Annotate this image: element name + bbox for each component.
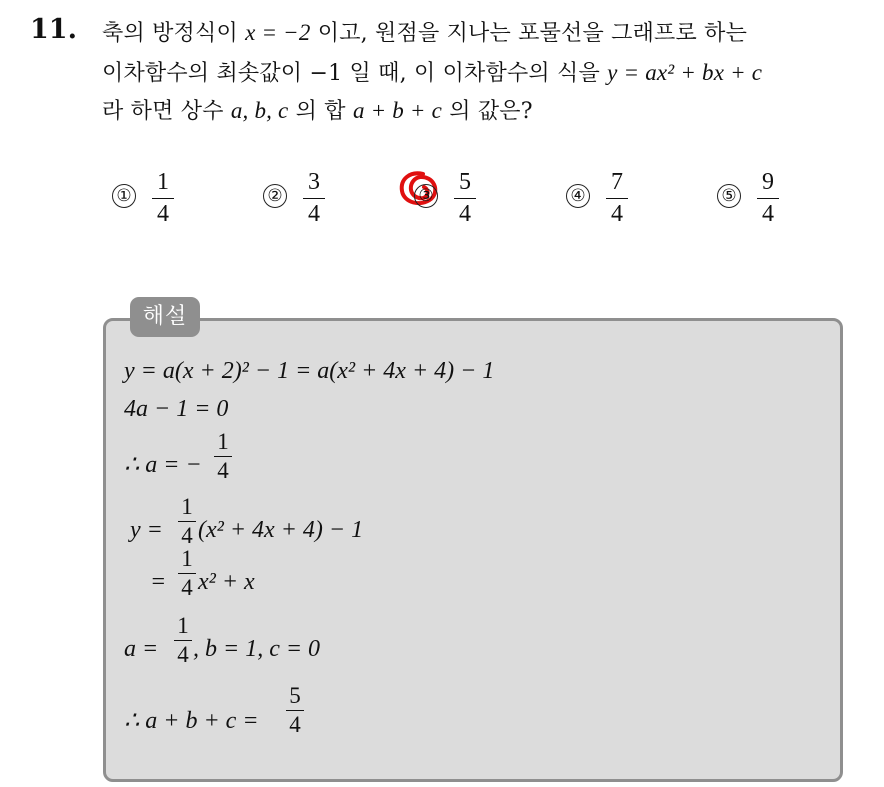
solution-step-2 bbox=[124, 396, 228, 423]
denominator: 4 bbox=[308, 201, 320, 227]
solution-step-5-rest bbox=[198, 569, 255, 596]
question-line-3 bbox=[102, 94, 533, 125]
choice-number: ③ bbox=[414, 184, 438, 208]
question-text: 이고, 원점을 지나는 포물선을 그래프로 하는 bbox=[310, 21, 748, 46]
fraction-bar bbox=[178, 573, 196, 574]
numerator: 1 bbox=[217, 429, 229, 454]
solution-step-7 bbox=[124, 706, 259, 735]
numerator: 3 bbox=[308, 169, 320, 195]
choice-fraction bbox=[606, 168, 628, 228]
question-math: y = ax² + bx + c bbox=[607, 60, 763, 85]
choice-number: ② bbox=[263, 184, 287, 208]
math-expression: y = a(x + 2)² − 1 = a(x² + 4x + 4) − 1 bbox=[124, 358, 495, 384]
fraction-bar bbox=[757, 198, 779, 199]
question-line-2 bbox=[102, 56, 762, 87]
numerator: 5 bbox=[459, 169, 471, 195]
solution-fraction bbox=[214, 430, 232, 483]
fraction-bar bbox=[286, 710, 304, 711]
fraction-bar bbox=[606, 198, 628, 199]
question-math: a, b, c bbox=[230, 98, 289, 123]
solution-step-6 bbox=[124, 636, 158, 663]
math-expression: = bbox=[150, 569, 167, 595]
numerator: 1 bbox=[181, 546, 193, 571]
denominator: 4 bbox=[459, 201, 471, 227]
math-expression: y = bbox=[130, 517, 163, 543]
question-number: 11. bbox=[30, 14, 77, 45]
math-expression: , b = 1, c = 0 bbox=[193, 636, 321, 662]
choice-fraction bbox=[757, 168, 779, 228]
math-expression: ∴ a + b + c = bbox=[124, 708, 259, 734]
solution-step-5 bbox=[150, 569, 166, 596]
denominator: 4 bbox=[289, 712, 301, 737]
numerator: 9 bbox=[762, 169, 774, 195]
denominator: 4 bbox=[762, 201, 774, 227]
denominator: 4 bbox=[611, 201, 623, 227]
question-text: 이차함수의 최솟값이 −1 일 때, 이 이차함수의 식을 bbox=[102, 61, 608, 86]
solution-fraction bbox=[178, 495, 196, 548]
numerator: 1 bbox=[157, 169, 169, 195]
denominator: 4 bbox=[157, 201, 169, 227]
choice-fraction bbox=[303, 168, 325, 228]
math-expression: x² + x bbox=[198, 569, 255, 595]
solution-tag: 해설 bbox=[130, 297, 200, 337]
numerator: 1 bbox=[181, 494, 193, 519]
fraction-bar bbox=[214, 456, 232, 457]
fraction-bar bbox=[303, 198, 325, 199]
math-expression: 4a − 1 = 0 bbox=[124, 396, 229, 422]
fraction-bar bbox=[178, 521, 196, 522]
denominator: 4 bbox=[217, 458, 229, 483]
solution-fraction bbox=[286, 684, 304, 737]
choice-number: ⑤ bbox=[717, 184, 741, 208]
question-text: 라 하면 상수 bbox=[102, 99, 231, 124]
math-expression: (x² + 4x + 4) − 1 bbox=[198, 517, 364, 543]
solution-fraction bbox=[174, 614, 192, 667]
fraction-bar bbox=[152, 198, 174, 199]
solution-step-1 bbox=[124, 358, 494, 385]
question-line-1 bbox=[102, 16, 747, 47]
numerator: 7 bbox=[611, 169, 623, 195]
question-math: x = −2 bbox=[245, 20, 311, 45]
solution-fraction bbox=[178, 547, 196, 600]
numerator: 1 bbox=[177, 613, 189, 638]
solution-step-4-rest bbox=[198, 517, 363, 544]
choice-number: ④ bbox=[566, 184, 590, 208]
fraction-bar bbox=[174, 640, 192, 641]
math-expression: a = bbox=[124, 636, 159, 662]
solution-step-4 bbox=[130, 517, 163, 544]
fraction-bar bbox=[454, 198, 476, 199]
numerator: 5 bbox=[289, 683, 301, 708]
denominator: 4 bbox=[177, 642, 189, 667]
denominator: 4 bbox=[181, 575, 193, 600]
choice-fraction bbox=[454, 168, 476, 228]
question-math: a + b + c bbox=[352, 98, 442, 123]
choice-fraction bbox=[152, 168, 174, 228]
solution-step-6-rest bbox=[193, 636, 320, 663]
question-text: 의 값은? bbox=[442, 99, 533, 124]
solution-step-3 bbox=[124, 450, 202, 479]
question-text: 의 합 bbox=[288, 99, 353, 124]
denominator: 4 bbox=[181, 523, 193, 548]
math-expression: ∴ a = − bbox=[124, 452, 202, 478]
question-text: 축의 방정식이 bbox=[102, 21, 246, 46]
choice-number: ① bbox=[112, 184, 136, 208]
